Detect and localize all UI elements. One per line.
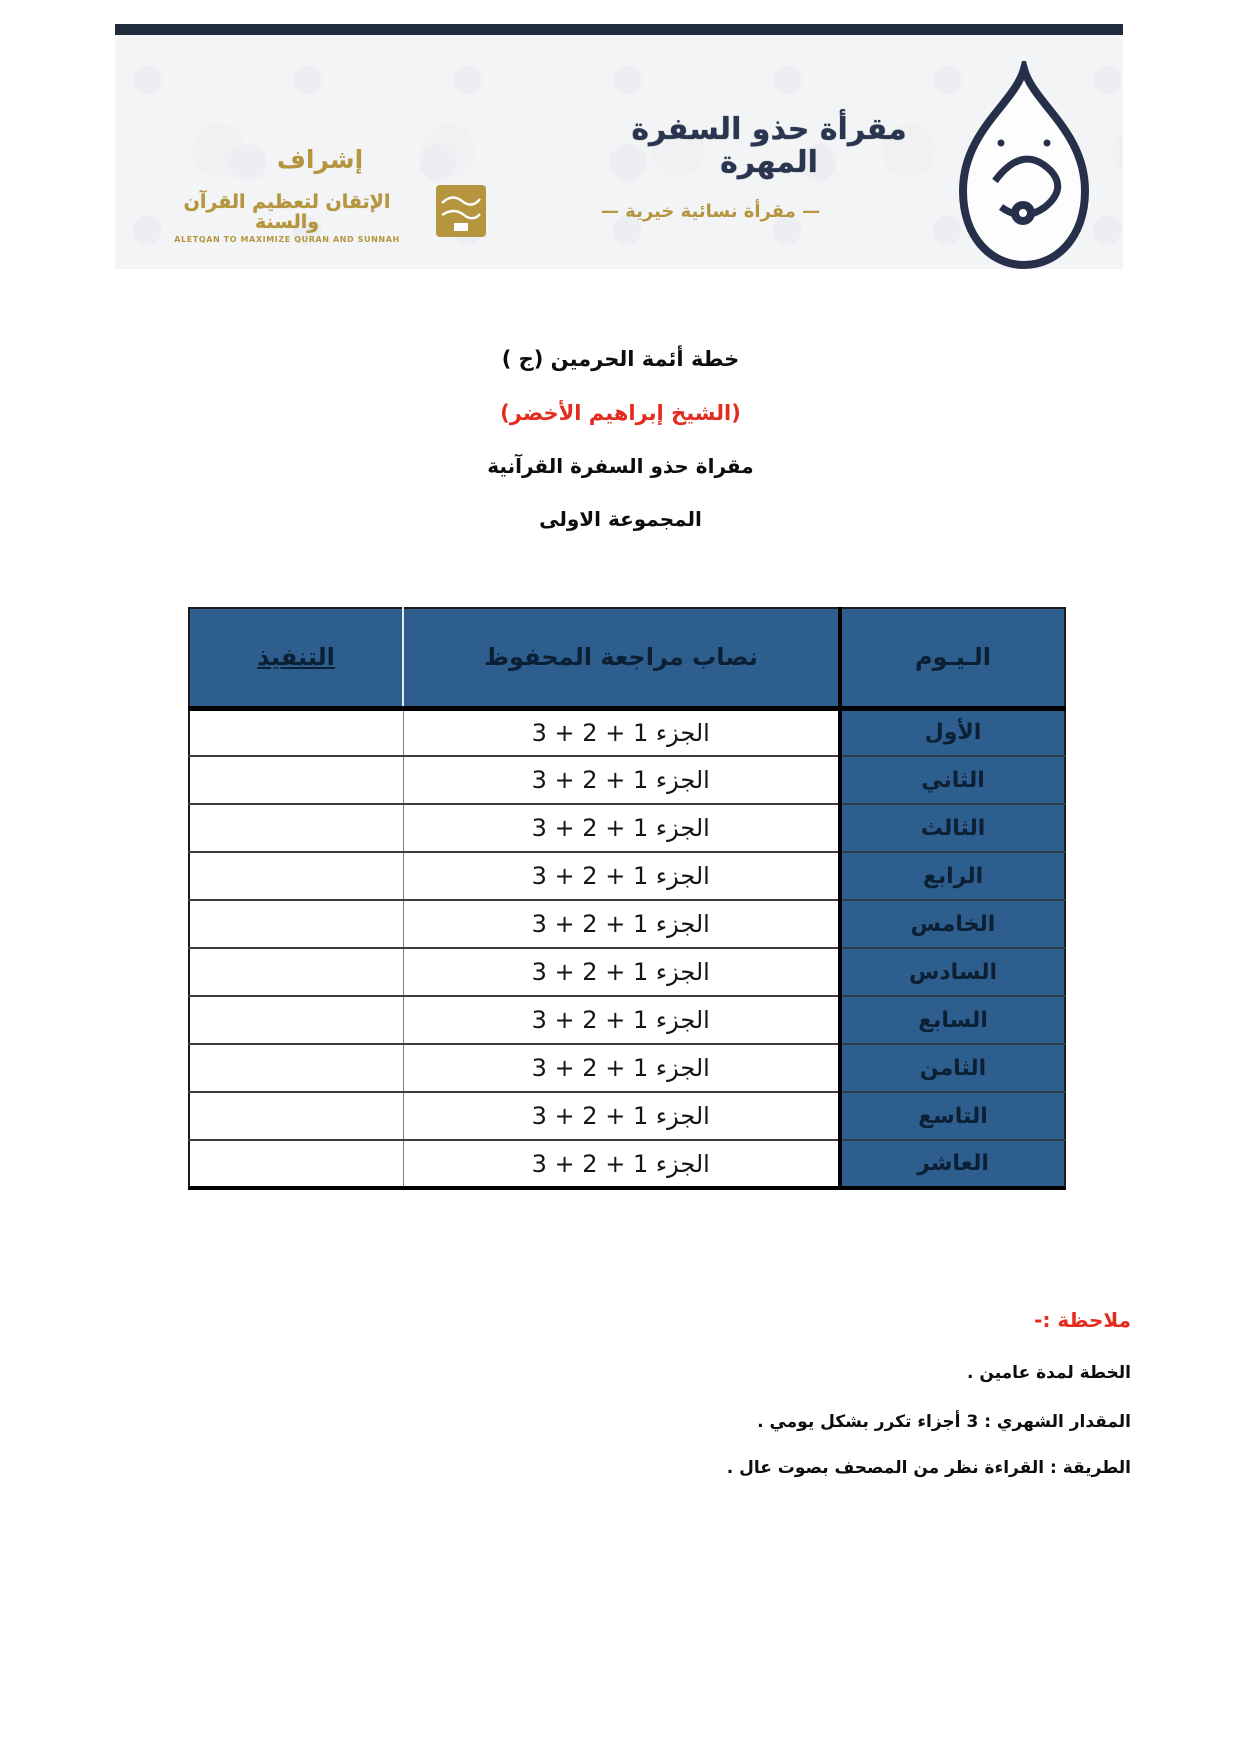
table-row [189,900,1065,948]
banner-body [115,35,1123,269]
review-cell: الجزء 1 + 2 + 3 [403,900,840,948]
header-banner [115,24,1123,269]
table-row [189,852,1065,900]
table-row [189,1140,1065,1188]
table-row [189,948,1065,996]
execution-cell [189,1044,403,1092]
day-cell: الرابع [840,852,1065,900]
execution-cell [189,756,403,804]
table-row [189,1092,1065,1140]
execution-cell [189,804,403,852]
day-cell: الثاني [840,756,1065,804]
drop-logo-icon [943,61,1105,277]
review-cell: الجزء 1 + 2 + 3 [403,996,840,1044]
day-column-header: الـيـوم [840,608,1065,708]
review-cell: الجزء 1 + 2 + 3 [403,804,840,852]
day-cell: العاشر [840,1140,1065,1188]
title-group: المجموعة الاولى [539,507,702,531]
review-cell: الجزء 1 + 2 + 3 [403,756,840,804]
execution-cell [189,996,403,1044]
note-item: الطريقة : القراءة نظر من المصحف بصوت عال . [726,1458,1131,1478]
supervision-label: إشراف [276,145,364,174]
review-column-header: نصاب مراجعة المحفوظ [403,608,840,708]
execution-cell [189,1140,403,1188]
table-row [189,804,1065,852]
note-item: المقدار الشهري : 3 أجزاء تكرر بشكل يومي . [757,1412,1131,1432]
day-cell: السادس [840,948,1065,996]
notes-heading: ملاحظة :- [1034,1308,1131,1332]
table-row [189,996,1065,1044]
note-item: الخطة لمدة عامين . [967,1363,1131,1383]
execution-cell [189,948,403,996]
table-row [189,708,1065,756]
table-row [189,1044,1065,1092]
title-miqraah: مقراة حذو السفرة القرآنية [487,454,754,478]
review-cell: الجزء 1 + 2 + 3 [403,1140,840,1188]
day-cell: الخامس [840,900,1065,948]
execution-cell [189,708,403,756]
table-header-row [189,608,1065,708]
table-row [189,756,1065,804]
brand-subtitle: — مقرأة نسائية خيرية — [600,201,821,222]
aletqan-calligraphy: الإتقان لتعظيم القرآن والسنة [183,191,391,233]
execution-column-header: التنفيذ [189,608,403,708]
title-plan: خطة أئمة الحرمين (ج ) [501,347,740,371]
aletqan-logo [153,185,488,241]
execution-cell [189,852,403,900]
day-cell: الأول [840,708,1065,756]
aletqan-caption: ALETQAN TO MAXIMIZE QURAN AND SUNNAH [174,235,400,244]
day-cell: السابع [840,996,1065,1044]
day-cell: التاسع [840,1092,1065,1140]
brand-calligraphy: مقرأة حذو السفرة المهرة [631,112,907,180]
execution-cell [189,1092,403,1140]
aletqan-emblem-icon [434,183,488,243]
review-cell: الجزء 1 + 2 + 3 [403,708,840,756]
review-cell: الجزء 1 + 2 + 3 [403,1092,840,1140]
day-cell: الثامن [840,1044,1065,1092]
banner-top-bar [115,24,1123,35]
title-sheikh: (الشيخ إبراهيم الأخضر) [500,401,741,425]
plan-table [188,607,1066,1190]
review-cell: الجزء 1 + 2 + 3 [403,852,840,900]
review-cell: الجزء 1 + 2 + 3 [403,1044,840,1092]
review-cell: الجزء 1 + 2 + 3 [403,948,840,996]
execution-cell [189,900,403,948]
day-cell: الثالث [840,804,1065,852]
